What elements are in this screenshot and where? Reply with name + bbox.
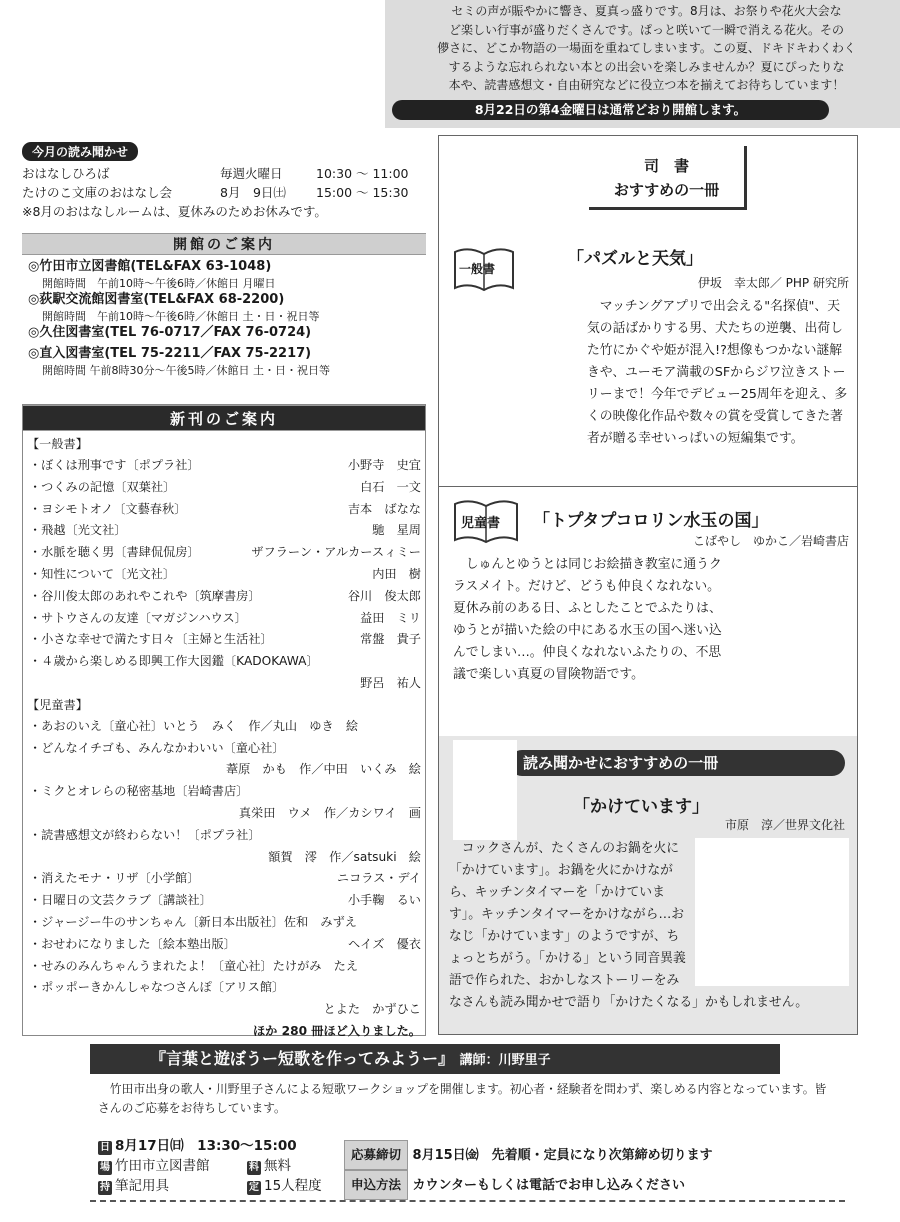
category-general: 【一般書】 bbox=[27, 437, 88, 451]
book-author bbox=[421, 825, 425, 847]
new-books-title: 新刊のご案内 bbox=[23, 405, 425, 431]
book-author: 小手鞠 るい bbox=[347, 893, 421, 908]
book-author: 常盤 貴子 bbox=[360, 632, 421, 647]
book-item bbox=[23, 956, 425, 978]
book-title: ・日曜日の文芸クラブ〔講談社〕 bbox=[29, 893, 212, 908]
event-desc: 竹田市出身の歌人・川野里子さんによる短歌ワークショップを開催します。初心者・経験者を問わず、楽しめる内容となっています。皆さんのご応募をお待ちしています。 bbox=[98, 1082, 827, 1115]
recommend-header: 司 書 おすすめの一冊 bbox=[589, 146, 747, 210]
book-title: ・飛越〔光文社〕 bbox=[29, 523, 127, 538]
book-item bbox=[23, 520, 425, 542]
new-books-section bbox=[22, 404, 426, 1036]
book-author: 内田 樹 bbox=[372, 566, 421, 581]
storytime-row: おはなしひろば 毎週火曜日 10:30 ～ 11:00 bbox=[22, 166, 409, 181]
badge-children: 児童書 bbox=[461, 516, 501, 531]
event-place: 竹田市立図書館 bbox=[115, 1158, 210, 1174]
library-hours: 開館時間 午前10時～午後6時／休館日 土・日・祝日等 bbox=[42, 310, 320, 323]
book-title: ・水脈を聴く男〔書肆侃侃房〕 bbox=[29, 545, 200, 560]
book-title: ・小さな幸せで満たす日々〔主婦と生活社〕 bbox=[29, 632, 273, 647]
event-details bbox=[98, 1136, 322, 1196]
book-title: ・４歳から楽しめる即興工作大図鑑〔KADOKAWA〕 bbox=[29, 654, 319, 669]
intro-line: ど楽しい行事が盛りだくさんです。ぱっと咲いて一瞬で消える花火。その bbox=[448, 22, 845, 37]
intro-line: するような忘れられない本との出会いを楽しみませんか？夏にぴったりな bbox=[448, 59, 845, 74]
book-author bbox=[421, 977, 425, 999]
book-author bbox=[421, 716, 425, 738]
children-book-list bbox=[23, 781, 425, 803]
new-books-footer: ほか 280 冊ほど入りました。 bbox=[253, 1023, 421, 1038]
library-name: ◎竹田市立図書館(TEL&FAX 63-1048) bbox=[28, 259, 272, 274]
rec-general-author: 伊坂 幸太郎／ PHP 研究所 bbox=[697, 276, 849, 290]
book-item bbox=[23, 608, 425, 630]
book-item bbox=[23, 499, 425, 521]
book-author-cont: 葦原 かも 作／中田 いくみ 絵 bbox=[226, 762, 421, 777]
event-capacity: 15人程度 bbox=[264, 1178, 322, 1194]
book-item bbox=[23, 868, 425, 890]
book-author bbox=[421, 956, 425, 978]
badge-general: 一般書 bbox=[459, 262, 496, 276]
apply-label: 申込方法 bbox=[344, 1170, 408, 1200]
storytime-label: 今月の読み聞かせ bbox=[22, 142, 138, 161]
library-hours: 開館時間 午前10時～午後6時／休館日 月曜日 bbox=[42, 277, 276, 290]
event-section bbox=[90, 1044, 845, 1204]
storytime-row: たけのこ文庫のおはなし会 8月 9日㈯ 15:00 ～ 15:30 bbox=[22, 185, 409, 200]
apply-text: カウンターもしくは電話でお申し込みください bbox=[412, 1178, 686, 1193]
book-author: 吉本 ばなな bbox=[347, 501, 421, 516]
book-author bbox=[421, 912, 425, 934]
book-author-cont: 真栄田 ウメ 作／カシワイ 画 bbox=[238, 805, 421, 820]
book-author bbox=[421, 651, 425, 673]
book-title: ・読書感想文が終わらない！〔ポプラ社〕 bbox=[29, 827, 261, 842]
book-item bbox=[23, 455, 425, 477]
bring-tag: 持 bbox=[100, 1182, 110, 1193]
book-item bbox=[23, 564, 425, 586]
rec-readaloud-body: コックさんが、たくさんのお鍋を火に「かけています」。お鍋を火にかけながら、キッチンタイマーを「かけています」。キッチンタイマーをかけながら…おなじ「かけています」のようですが、ちょっとちがう。「かける」という同音異義語で作られた、おかしなストーリーをみなさんも読み聞かせで語り「かけたくなる」かもしれません。 bbox=[449, 841, 809, 1010]
book-author: ニコラス・デイ bbox=[336, 871, 421, 886]
book-author: 谷川 俊太郎 bbox=[347, 588, 421, 603]
book-author bbox=[421, 781, 425, 803]
book-title: ・つくみの記憶〔双葉社〕 bbox=[29, 479, 176, 494]
book-author: 小野寺 史宜 bbox=[347, 458, 421, 472]
book-item bbox=[23, 651, 425, 673]
hours-section bbox=[22, 233, 426, 378]
librarian-recommend-panel bbox=[438, 135, 858, 1035]
image-placeholder bbox=[453, 740, 517, 840]
fee-tag: 料 bbox=[249, 1162, 259, 1173]
general-book-list bbox=[23, 455, 425, 673]
intro-line: 本や、読書感想文・自由研究などに役立つ本を揃えてお待ちしています！ bbox=[448, 78, 845, 92]
book-item bbox=[23, 629, 425, 651]
book-item bbox=[23, 738, 425, 760]
rec-children-body: しゅんとゆうとは同じお絵描き教室に通うクラスメイト。だけど、どうも仲良くなれない。夏休み前のある日、ふとしたことでふたりは、ゆうとが描いた絵の中にある水玉の国へ迷い込んでしまい…。仲良くなれないふたりの、不思議で楽しい真夏の冒険物語です。 bbox=[453, 557, 722, 682]
book-title: ・ぼくは刑事です〔ポプラ社〕 bbox=[29, 458, 200, 472]
book-author: 白石 一文 bbox=[360, 479, 421, 494]
book-title: ・ヨシモトオノ〔文藝春秋〕 bbox=[29, 501, 187, 516]
closure-notice: 8月22日の第4金曜日は通常どおり開館します。 bbox=[392, 100, 829, 120]
rec-general-title: 「パズルと天気」 bbox=[567, 249, 703, 269]
book-author: ザフラーン・アルカースィミー bbox=[251, 545, 421, 560]
book-item bbox=[23, 586, 425, 608]
event-title-bar bbox=[90, 1044, 780, 1074]
library-name: ◎荻駅交流館図書室(TEL&FAX 68-2200) bbox=[28, 292, 285, 307]
capacity-tag: 定 bbox=[249, 1182, 259, 1193]
book-item bbox=[23, 934, 425, 956]
book-title: ・ミクとオレらの秘密基地〔岩崎書店〕 bbox=[29, 784, 249, 799]
place-tag: 場 bbox=[100, 1162, 110, 1173]
book-title: ・ポッポーきかんしゃなつさんぽ〔アリス館〕 bbox=[29, 980, 285, 995]
event-bring: 筆記用具 bbox=[115, 1178, 169, 1194]
event-date: 8月17日㈰ 13:30～15:00 bbox=[115, 1138, 297, 1154]
event-lecturer: 講師：川野里子 bbox=[459, 1053, 551, 1068]
book-title: ・おせわになりました〔絵本塾出版〕 bbox=[29, 936, 236, 951]
book-author-cont: とよた かずひこ bbox=[323, 1002, 421, 1017]
category-children: 【児童書】 bbox=[27, 697, 88, 712]
book-title: ・谷川俊太郎のあれやこれや〔筑摩書房〕 bbox=[29, 588, 261, 603]
rec-children-title: 「トプタプコロリン水玉の国」 bbox=[533, 511, 769, 531]
book-title: ・知性について〔光文社〕 bbox=[29, 566, 176, 581]
children-book-list bbox=[23, 868, 425, 999]
event-apply bbox=[344, 1140, 713, 1200]
book-title: ・サトウさんの友達〔マガジンハウス〕 bbox=[29, 610, 247, 625]
event-title: 『言葉と遊ぼうー短歌を作ってみようー』 bbox=[150, 1049, 455, 1068]
book-item bbox=[23, 977, 425, 999]
book-item bbox=[23, 716, 425, 738]
book-title: ・せみのみんちゃんうまれたよ！〔童心社〕たけがみ たえ bbox=[29, 958, 359, 973]
book-item bbox=[23, 477, 425, 499]
intro-line: セミの声が賑やかに響き、夏真っ盛りです。8月は、お祭りや花火大会な bbox=[451, 4, 842, 18]
book-author: ヘイズ 優衣 bbox=[347, 936, 421, 951]
book-title: ・どんなイチゴも、みんなかわいい〔童心社〕 bbox=[29, 740, 285, 755]
storytime-note: ※8月のおはなしルームは、夏休みのためお休みです。 bbox=[22, 204, 327, 219]
book-title: ・消えたモナ・リザ〔小学館〕 bbox=[29, 871, 200, 886]
library-name: ◎久住図書室(TEL 76-0717／FAX 76-0724) bbox=[28, 325, 312, 340]
rec-readaloud-author: 市原 淳／世界文化社 bbox=[724, 818, 845, 832]
date-tag: 日 bbox=[100, 1142, 110, 1153]
rec-general-body: マッチングアプリで出会える"名探偵"、天気の話ばかりする男、犬たちの逆襲、出荷した竹にかぐや姫が混入!?想像もつかない謎解きや、ユーモア満載のSFからジワ泣きストーリーまで！今年でデビュー25周年を迎え、多くの映像化作品や数々の賞を受賞してきた著者が贈る幸せいっぱいの短編集です。 bbox=[587, 299, 848, 446]
book-author: 馳 星周 bbox=[372, 523, 421, 538]
book-item bbox=[23, 912, 425, 934]
rec-children-author: こばやし ゆかこ／岩崎書店 bbox=[692, 534, 849, 548]
hours-title: 開館のご案内 bbox=[22, 233, 426, 255]
library-name: ◎直入図書室(TEL 75-2211／FAX 75-2217) bbox=[28, 346, 312, 361]
event-fee: 無料 bbox=[264, 1158, 291, 1174]
deadline-text: 8月15日㈮ 先着順・定員になり次第締め切ります bbox=[412, 1148, 713, 1163]
book-author-cont: 野呂 祐人 bbox=[360, 675, 421, 690]
library-hours: 開館時間 午前8時30分～午後5時／休館日 土・日・祝日等 bbox=[42, 364, 330, 377]
book-item bbox=[23, 890, 425, 912]
deadline-label: 応募締切 bbox=[344, 1140, 408, 1170]
book-title: ・あおのいえ〔童心社〕いとう みく 作／丸山 ゆき 絵 bbox=[29, 718, 359, 733]
readaloud-banner: 読み聞かせにおすすめの一冊 bbox=[509, 750, 845, 776]
book-author: 益田 ミリ bbox=[360, 610, 421, 625]
rec-readaloud-title: 「かけています」 bbox=[573, 797, 709, 817]
book-author bbox=[421, 738, 425, 760]
book-item bbox=[23, 781, 425, 803]
book-title: ・ジャージー牛のサンちゃん〔新日本出版社〕佐和 みずえ bbox=[29, 914, 357, 929]
children-book-list bbox=[23, 825, 425, 847]
intro-line: 儚さに、どこか物語の一場面を重ねてしまいます。この夏、ドキドキわくわく bbox=[437, 41, 856, 55]
book-item bbox=[23, 825, 425, 847]
children-book-list bbox=[23, 716, 425, 760]
book-item bbox=[23, 542, 425, 564]
book-author-cont: 額賀 澪 作／satsuki 絵 bbox=[268, 849, 421, 864]
storytime-section bbox=[22, 142, 426, 221]
